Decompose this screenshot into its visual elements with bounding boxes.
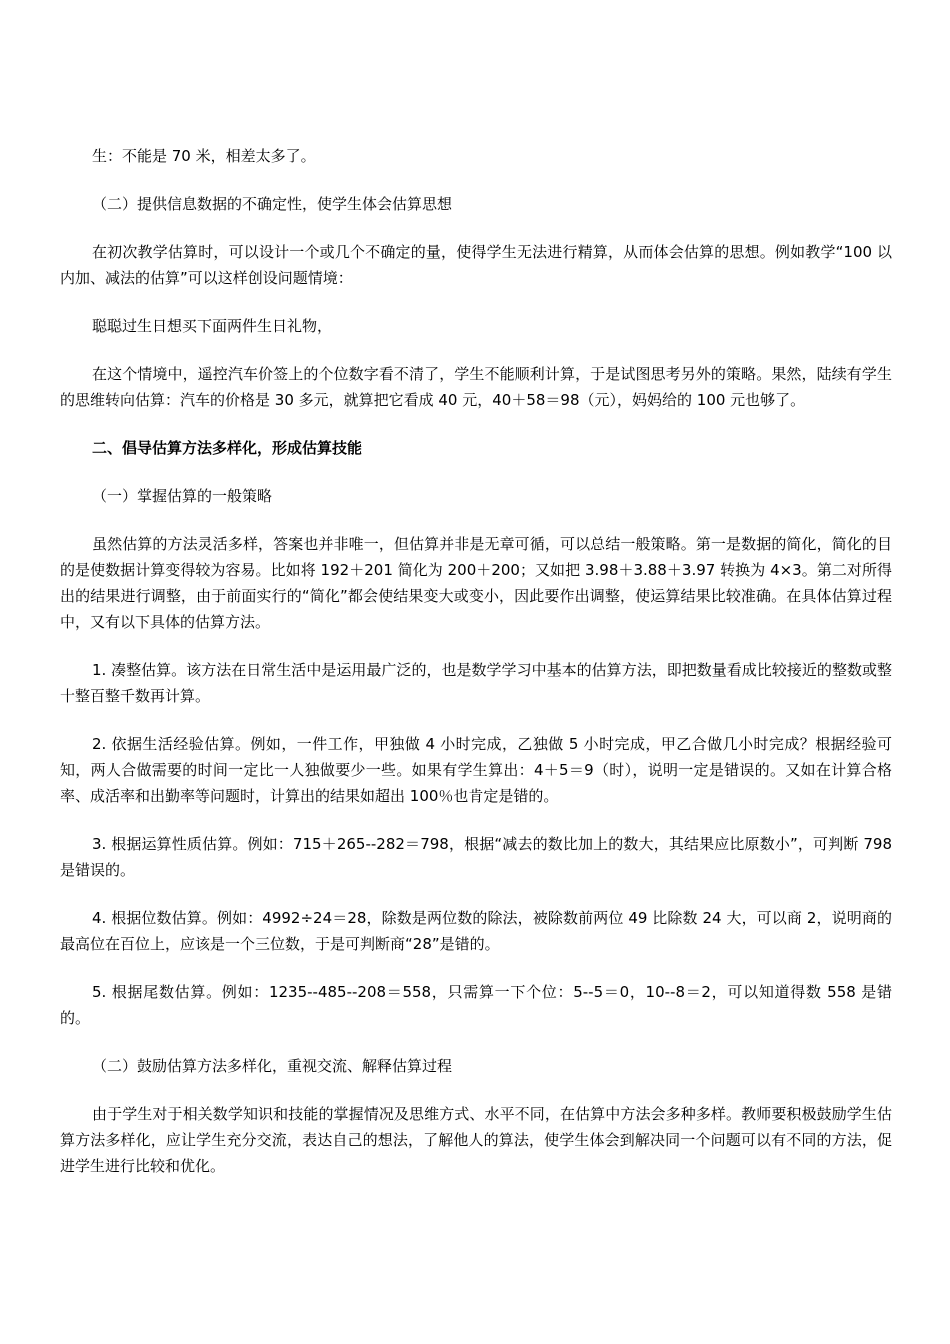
paragraph-student-answer: 生：不能是 70 米，相差太多了。 bbox=[92, 147, 316, 165]
subheading-uncertainty: （二）提供信息数据的不确定性，使学生体会估算思想 bbox=[92, 195, 453, 213]
list-item-1: 1. 凑整估算。该方法在日常生活中是运用最广泛的，也是数学学习中基本的估算方法，即把数量看成比较接近的整数或整十整百整千数再计算。 bbox=[60, 661, 892, 705]
document-page bbox=[60, 143, 892, 1179]
paragraph-situation: 在这个情境中，遥控汽车价签上的个位数字看不清了，学生不能顺利计算，于是试图思考另外的策略。果然，陆续有学生的思维转向估算：汽车的价格是 30 多元，就算把它看成 40 元，40＋58＝98（元），妈妈给的 100 元也够了。 bbox=[60, 365, 892, 409]
paragraph-strategy: 虽然估算的方法灵活多样，答案也并非唯一，但估算并非是无章可循，可以总结一般策略。第一是数据的简化，简化的目的是使数据计算变得较为容易。比如将 192＋201 简化为 200＋200；又如把 3.98＋3.88＋3.97 转换为 4×3。第二对所得出的结果进行调整，由于前面实行的“简化”都会使结果变大或变小，因此要作出调整，使运算结果比较准确。在具体估算过程中，又有以下具体的估算方法。 bbox=[60, 535, 892, 631]
list-item-2: 2. 依据生活经验估算。例如，一件工作，甲独做 4 小时完成，乙独做 5 小时完成，甲乙合做几小时完成？根据经验可知，两人合做需要的时间一定比一人独做要少一些。如果有学生算出：4＋5＝9（时），说明一定是错误的。又如在计算合格率、成活率和出勤率等问题时，计算出的结果如超出 100％也肯定是错的。 bbox=[60, 735, 892, 805]
paragraph-initial-teaching: 在初次教学估算时，可以设计一个或几个不确定的量，使得学生无法进行精算，从而体会估算的思想。例如教学“100 以内加、减法的估算”可以这样创设问题情境： bbox=[60, 243, 892, 287]
paragraph-diversify: 由于学生对于相关数学知识和技能的掌握情况及思维方式、水平不同，在估算中方法会多种多样。教师要积极鼓励学生估算方法多样化，应让学生充分交流，表达自己的想法，了解他人的算法，使学生体会到解决同一个问题可以有不同的方法，促进学生进行比较和优化。 bbox=[60, 1105, 892, 1175]
list-item-3: 3. 根据运算性质估算。例如：715＋265--282＝798，根据“减去的数比加上的数大，其结果应比原数小”，可判断 798 是错误的。 bbox=[60, 835, 892, 879]
subheading-diversify: （二）鼓励估算方法多样化，重视交流、解释估算过程 bbox=[92, 1057, 453, 1075]
list-item-4: 4. 根据位数估算。例如：4992÷24＝28，除数是两位数的除法，被除数前两位 49 比除数 24 大，可以商 2，说明商的最高位在百位上，应该是一个三位数，于是可判断商“28”是错的。 bbox=[60, 909, 892, 953]
list-item-5: 5. 根据尾数估算。例如：1235--485--208＝558，只需算一下个位：5--5＝0，10--8＝2，可以知道得数 558 是错的。 bbox=[60, 983, 892, 1027]
paragraph-birthday-gifts: 聪聪过生日想买下面两件生日礼物， bbox=[92, 317, 333, 335]
subheading-general-strategy: （一）掌握估算的一般策略 bbox=[92, 487, 273, 505]
section-heading-2: 二、倡导估算方法多样化，形成估算技能 bbox=[92, 439, 363, 457]
